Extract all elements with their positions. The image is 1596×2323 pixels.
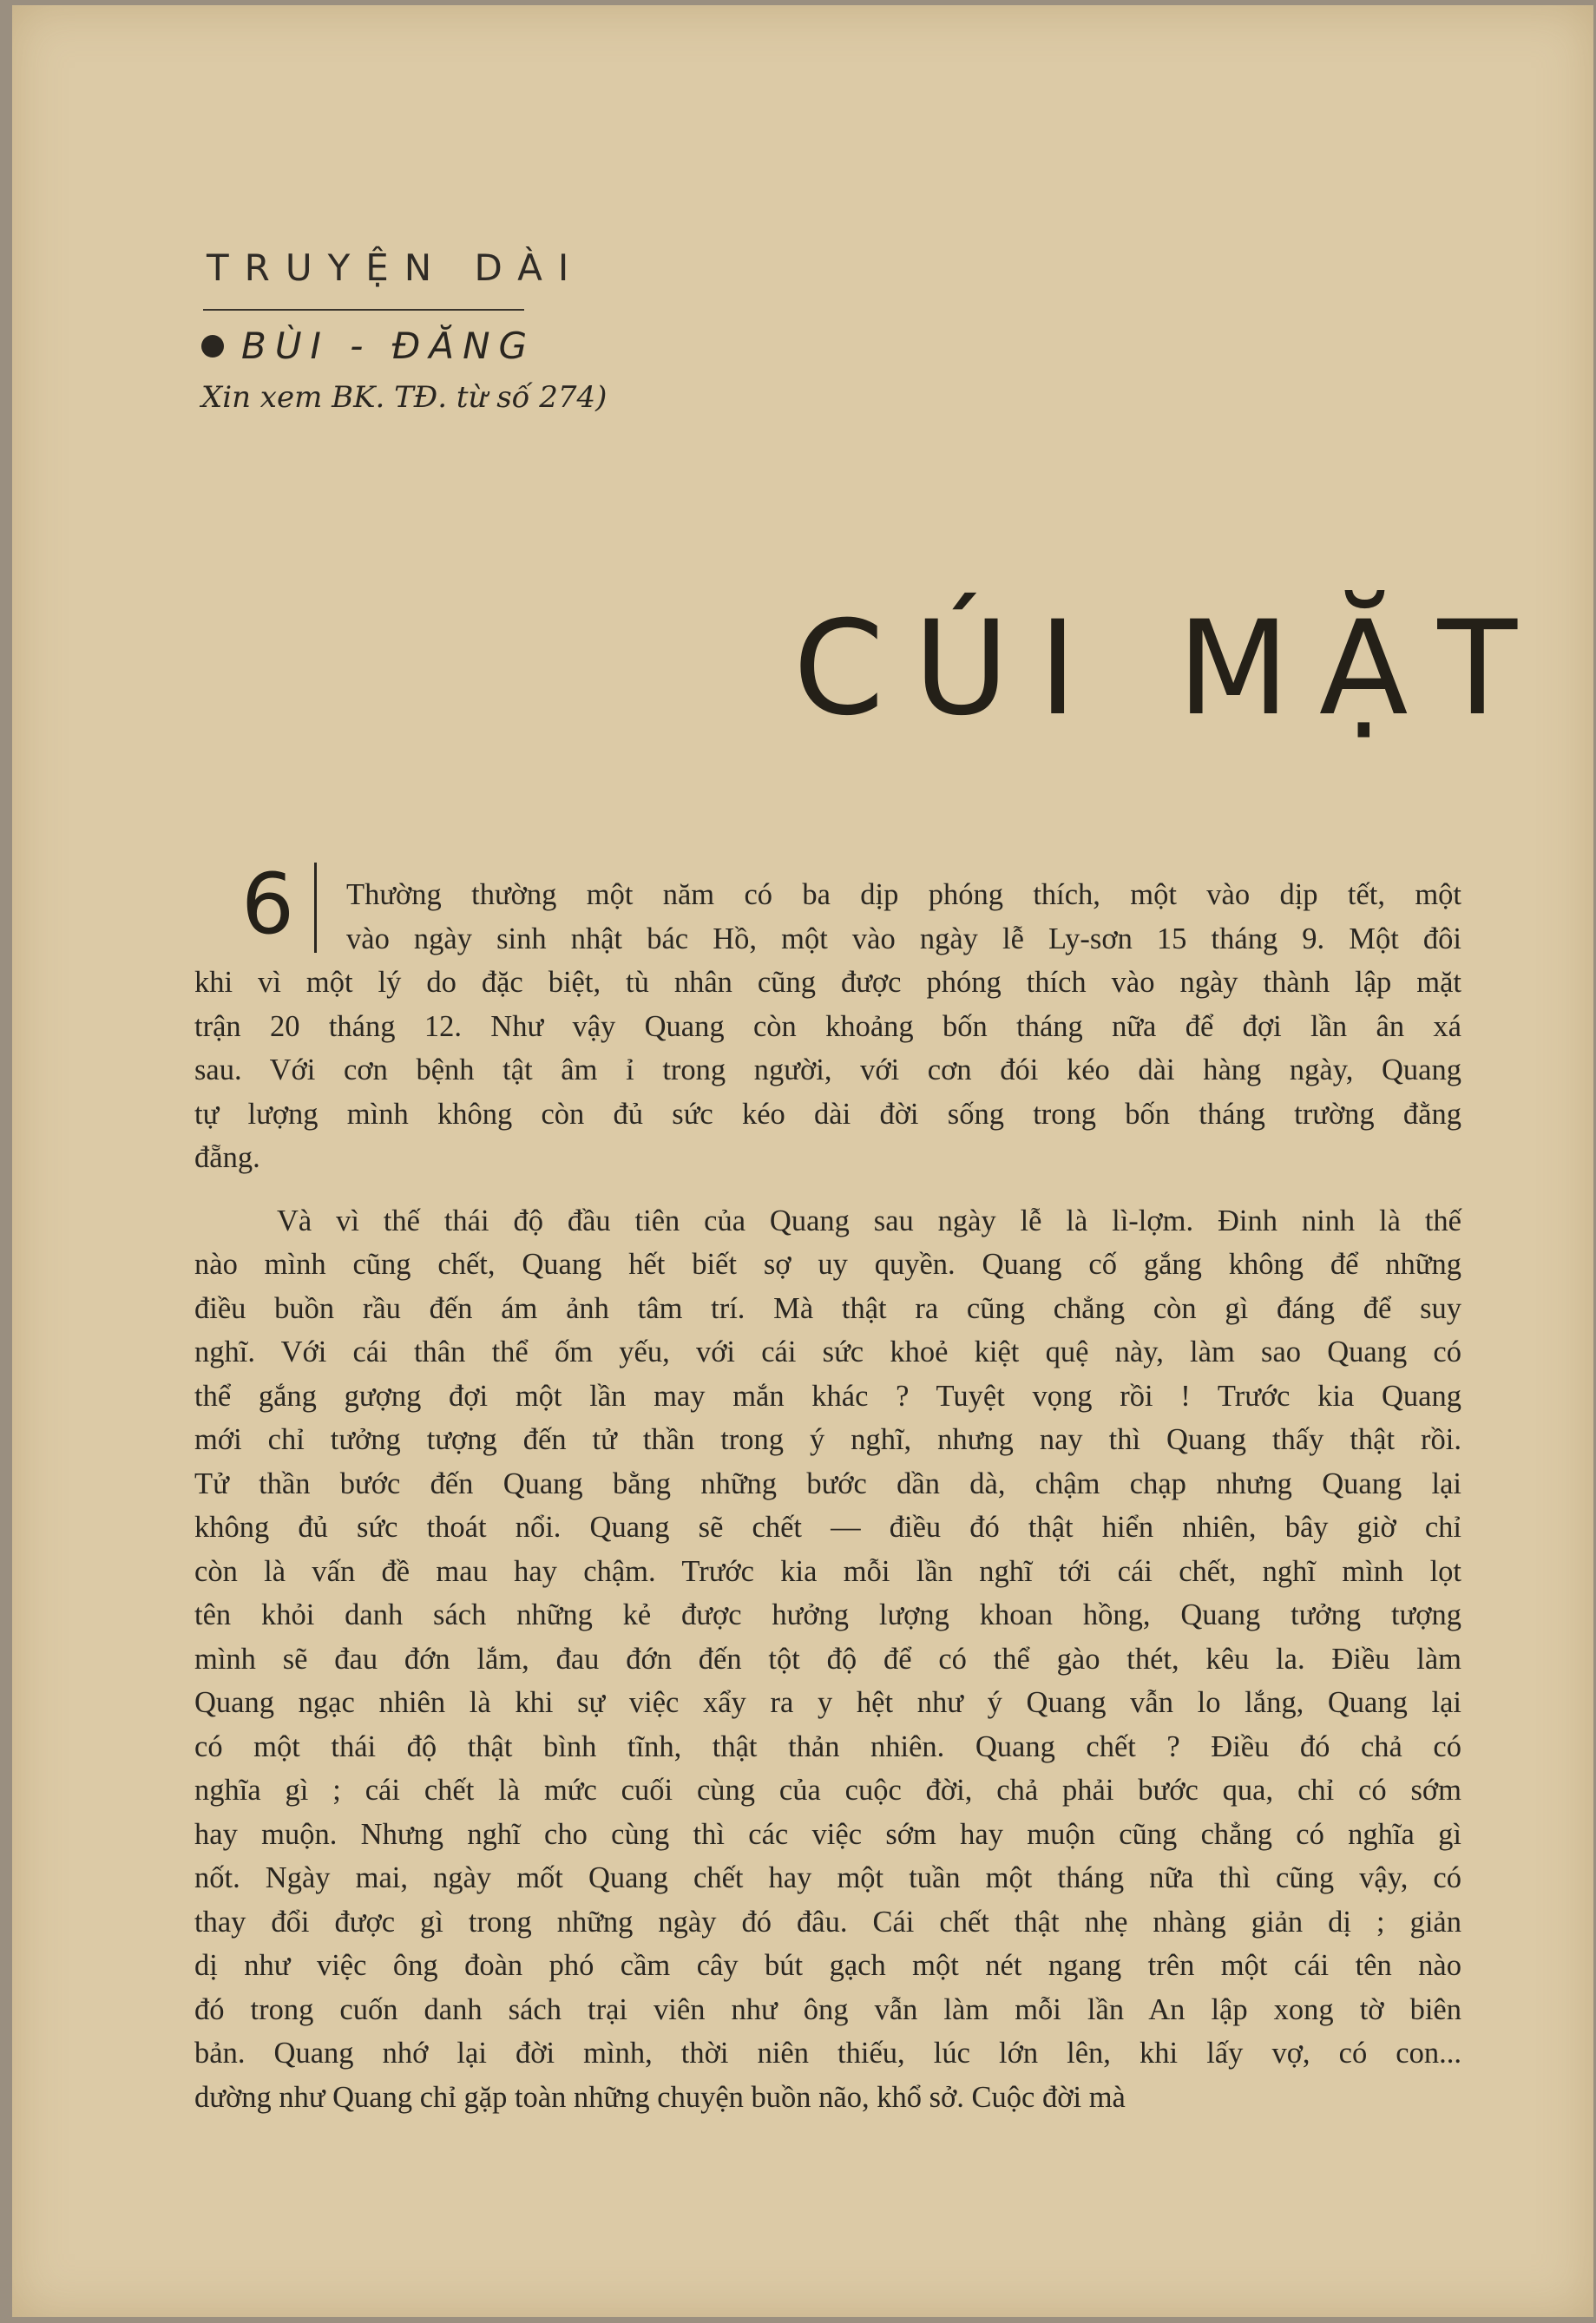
magazine-page bbox=[12, 5, 1593, 2317]
paragraph-2 bbox=[194, 1199, 1461, 2120]
article-body bbox=[194, 873, 1461, 2119]
text-line: vào ngày sinh nhật bác Hồ, một vào ngày lễ Ly-sơn 15 tháng 9. Một đôi bbox=[346, 922, 1461, 955]
series-reference: Xin xem BK. TĐ. từ số 274) bbox=[201, 380, 608, 415]
text-line: nốt. Ngày mai, ngày mốt Quang chết hay một tuần một tháng nữa thì cũng vậy, có bbox=[194, 1861, 1461, 1894]
text-line: bản. Quang nhớ lại đời mình, thời niên thiếu, lúc lớn lên, khi lấy vợ, có con... bbox=[194, 2037, 1461, 2070]
text-line: thay đổi được gì trong những ngày đó đâu. Cái chết thật nhẹ nhàng giản dị ; giản bbox=[194, 1905, 1461, 1939]
text-line: khi vì một lý do đặc biệt, tù nhân cũng được phóng thích vào ngày thành lập mặt bbox=[194, 966, 1461, 999]
paragraph-1 bbox=[194, 873, 1461, 1180]
text-line: nào mình cũng chết, Quang hết biết sợ uy quyền. Quang cố gắng không để những bbox=[194, 1248, 1461, 1281]
header-rule bbox=[203, 309, 524, 311]
text-line: tên khỏi danh sách những kẻ được hưởng lượng khoan hồng, Quang tưởng tượng bbox=[194, 1598, 1461, 1631]
text-line: nghĩ. Với cái thân thể ốm yếu, với cái sức khoẻ kiệt quệ này, làm sao Quang có bbox=[194, 1335, 1461, 1368]
text-line: nghĩa gì ; cái chết là mức cuối cùng của cuộc đời, chả phải bước qua, chỉ có sớm bbox=[194, 1774, 1461, 1807]
text-line: còn là vấn đề mau hay chậm. Trước kia mỗi lần nghĩ tới cái chết, nghĩ mình lọt bbox=[194, 1554, 1461, 1588]
text-line: có một thái độ thật bình tĩnh, thật thản nhiên. Quang chết ? Điều đó chả có bbox=[194, 1729, 1461, 1763]
text-line: mới chỉ tưởng tượng đến tử thần trong ý nghĩ, nhưng nay thì Quang thấy thật rồi. bbox=[194, 1423, 1461, 1456]
chapter-number: 6 bbox=[241, 856, 295, 953]
text-line: dường như Quang chỉ gặp toàn những chuyện buồn não, khổ sở. Cuộc đời mà bbox=[194, 2080, 1126, 2114]
story-title: CÚI MẶT bbox=[793, 594, 1547, 745]
text-line: không đủ sức thoát nổi. Quang sẽ chết — điều đó thật hiển nhiên, bây giờ chỉ bbox=[194, 1511, 1461, 1544]
text-line: Tử thần bước đến Quang bằng những bước dần dà, chậm chạp nhưng Quang lại bbox=[194, 1467, 1461, 1500]
author-row bbox=[201, 325, 535, 367]
text-line: đẵng. bbox=[194, 1141, 260, 1174]
text-line: Và vì thế thái độ đầu tiên của Quang sau ngày lễ là lì-lợm. Đinh ninh là thế bbox=[277, 1204, 1461, 1237]
text-line: dị như việc ông đoàn phó cầm cây bút gạch một nét ngang trên một cái tên nào bbox=[194, 1949, 1461, 1982]
text-line: trận 20 tháng 12. Như vậy Quang còn khoảng bốn tháng nữa để đợi lần ân xá bbox=[194, 1009, 1461, 1043]
text-line: thể gắng gượng đợi một lần may mắn khác ? Tuyệt vọng rồi ! Trước kia Quang bbox=[194, 1379, 1461, 1413]
bullet-icon bbox=[201, 335, 224, 358]
text-line: mình sẽ đau đớn lắm, đau đớn đến tột độ để có thể gào thét, kêu la. Điều làm bbox=[194, 1642, 1461, 1676]
series-label: TRUYỆN DÀI bbox=[207, 246, 585, 289]
text-line: Quang ngạc nhiên là khi sự việc xẩy ra y hệt như ý Quang vẫn lo lắng, Quang lại bbox=[194, 1686, 1461, 1719]
text-line: hay muộn. Nhưng nghĩ cho cùng thì các việc sớm hay muộn cũng chẳng có nghĩa gì bbox=[194, 1817, 1461, 1851]
text-line: Thường thường một năm có ba dịp phóng thích, một vào dịp tết, một bbox=[346, 878, 1461, 911]
text-line: điều buồn rầu đến ám ảnh tâm trí. Mà thật ra cũng chẳng còn gì đáng để suy bbox=[194, 1291, 1461, 1325]
text-line: sau. Với cơn bệnh tật âm ỉ trong người, với cơn đói kéo dài hàng ngày, Quang bbox=[194, 1053, 1461, 1086]
author-name: BÙI - ĐĂNG bbox=[241, 325, 536, 367]
text-line: tự lượng mình không còn đủ sức kéo dài đời sống trong bốn tháng trường đằng bbox=[194, 1097, 1461, 1131]
text-line: đó trong cuốn danh sách trại viên như ông vẫn làm mỗi lần An lập xong tờ biên bbox=[194, 1992, 1461, 2026]
